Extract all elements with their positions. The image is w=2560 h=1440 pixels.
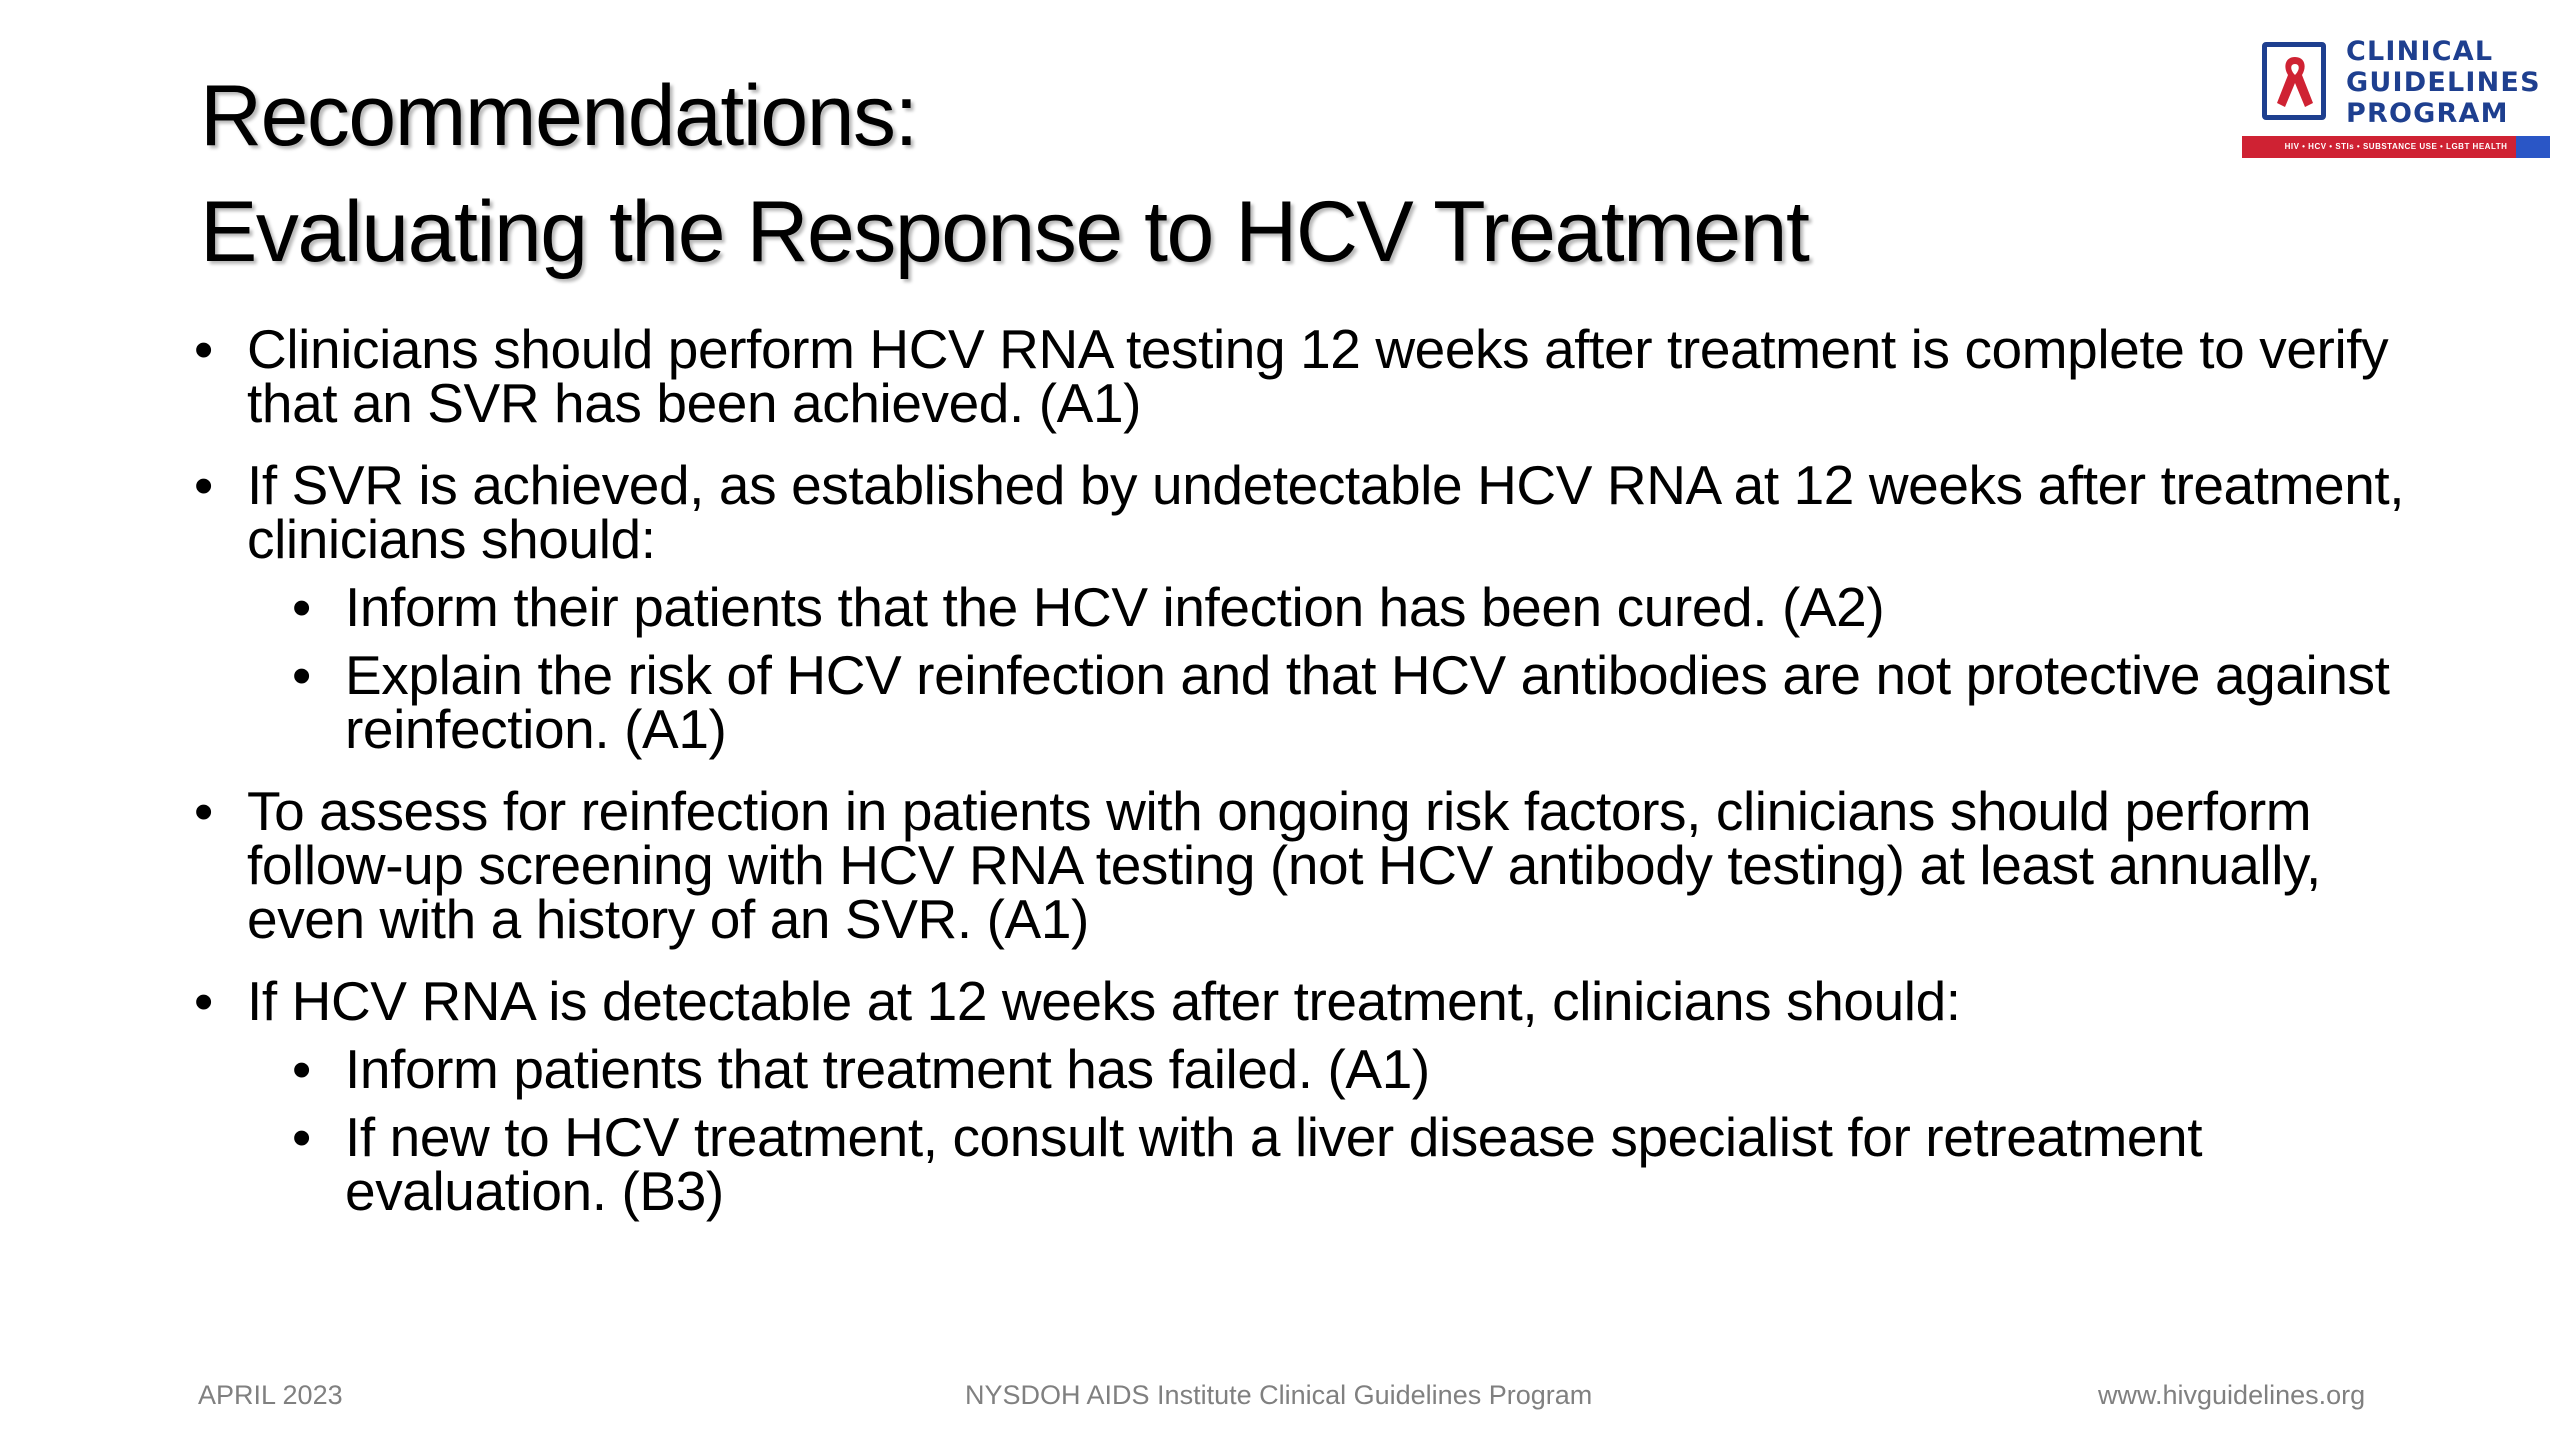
sub-bullet-cured: • Inform their patients that the HCV infection has been cured. (A2) [190,580,2430,634]
logo-line-2: GUIDELINES [2346,67,2541,98]
recommendation-list [190,318,2430,1232]
footer-program-name: NYSDOH AIDS Institute Clinical Guidelines Program [965,1380,1593,1410]
bullet-svr-testing: • Clinicians should perform HCV RNA testing 12 weeks after treatment is complete to verify that an SVR has been achieved. (A1) [190,322,2430,430]
logo-line-3: PROGRAM [2346,98,2509,129]
logo-wordmark [2346,36,2541,129]
sub-bullet-treatment-failed: • Inform patients that treatment has failed. (A1) [190,1042,2430,1096]
awareness-ribbon-icon [2273,53,2317,111]
footer-website: www.hivguidelines.org [2098,1380,2366,1410]
bullet-reinfection-screening: • To assess for reinfection in patients with ongoing risk factors, clinicians should perform follow-up screening with HCV RNA testing (not HCV antibody testing) at least annually, even with a history of an SVR. (A1) [190,784,2430,946]
sub-bullet-consult-specialist: • If new to HCV treatment, consult with a liver disease specialist for retreatment evaluation. (B3) [190,1110,2430,1218]
bullet-svr-achieved: • If SVR is achieved, as established by undetectable HCV RNA at 12 weeks after treatment, clinicians should: [190,458,2430,566]
title-line-2: Evaluating the Response to HCV Treatment [200,184,1809,280]
logo-tagline-strip: HIV • HCV • STIs • SUBSTANCE USE • LGBT HEALTH [2242,136,2550,158]
bullet-rna-detectable: • If HCV RNA is detectable at 12 weeks after treatment, clinicians should: [190,974,2430,1028]
footer-date: APRIL 2023 [198,1380,343,1410]
title-line-1: Recommendations: [200,68,917,164]
slide-title [200,58,1808,290]
sub-bullet-reinfection-risk: • Explain the risk of HCV reinfection and that HCV antibodies are not protective against reinfection. (A1) [190,648,2430,756]
logo-badge [2262,42,2326,120]
clinical-guidelines-program-logo [2242,36,2550,160]
logo-line-1: CLINICAL [2346,36,2494,67]
